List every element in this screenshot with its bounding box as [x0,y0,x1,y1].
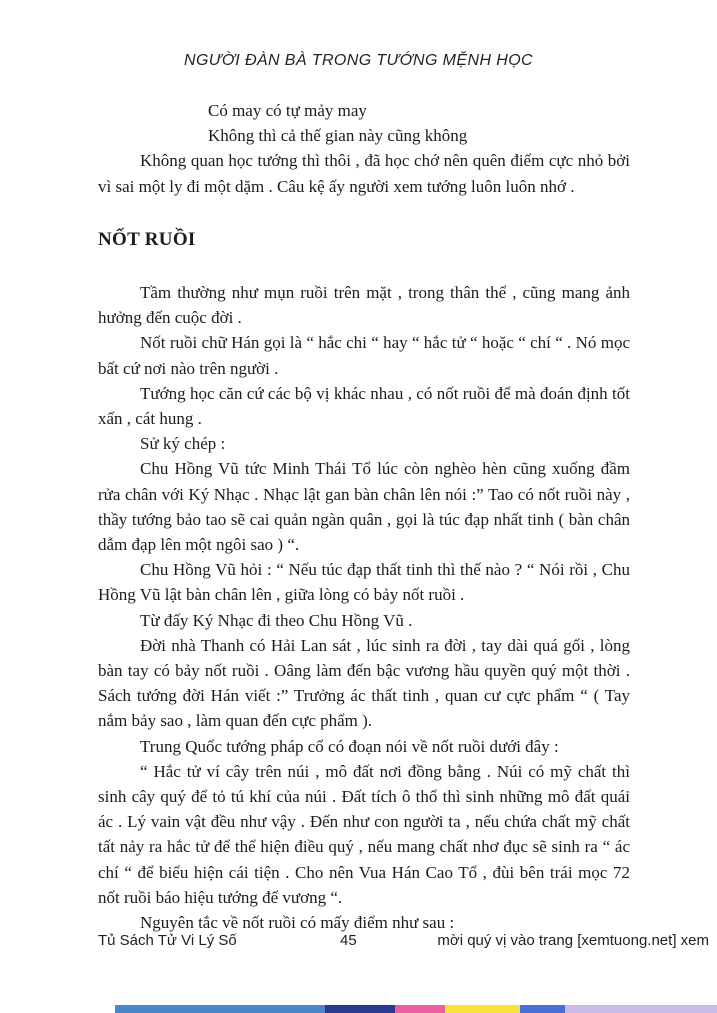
verse-line: Có may có tự mảy may [208,101,367,120]
body-paragraph: Nguyên tắc về nốt ruồi có mấy điểm như sau : [140,913,455,933]
strip-segment [325,1005,395,1013]
section-heading: NỐT RUỒI [98,228,196,250]
strip-segment [395,1005,445,1013]
intro-paragraph: Không quan học tướng thì thôi , đã học chớ nên quên điểm cực nhỏ bởi vì sai một ly đi một dặm . Câu kệ ấy người xem tướng luôn luôn nhớ . [98,151,630,196]
body-paragraph: Tướng học căn cứ các bộ vị khác nhau , có nốt ruồi để mà đoán định tốt xấn , cát hung . [98,383,630,429]
strip-segment [445,1005,520,1013]
body-paragraph: Sử ký chép : [140,434,226,454]
page-footer [0,932,717,954]
body-paragraph: Tầm thường như mụn ruồi trên mặt , trong thân thể , cũng mang ảnh hưởng đến cuộc đời . [98,283,630,328]
footer-site-note: mời quý vị vào trang [xemtuong.net] xem [437,932,709,949]
strip-segment [115,1005,325,1013]
page-title: NGƯỜI ĐÀN BÀ TRONG TƯỚNG MỆNH HỌC [183,52,533,69]
body-paragraph: Từ đấy Ký Nhạc đi theo Chu Hồng Vũ . [140,610,413,630]
body-paragraph: Chu Hồng Vũ hỏi : “ Nếu túc đạp thất tinh thì thế nào ? “ Nói rồi , Chu Hồng Vũ lật bàn chân lên , giữa lòng có bảy nốt ruồi . [98,560,630,605]
footer-page-number: 45 [340,932,357,949]
bottom-color-strip [115,1005,717,1013]
footer-series-title: Tủ Sách Tử Vi Lý Số [98,932,237,949]
body-paragraph: Nốt ruồi chữ Hán gọi là “ hắc chi “ hay “ hắc tử “ hoặc “ chí “ . Nó mọc bất cứ nơi nào trên người . [98,333,630,378]
page-body [98,98,630,935]
body-paragraph: Trung Quốc tướng pháp cổ có đoạn nói về nốt ruồi dưới đây : [140,736,559,756]
body-paragraph: Đời nhà Thanh có Hải Lan sát , lúc sinh ra đời , tay dài quá gối , lòng bàn tay có bảy nốt ruồi . Oâng làm đến bậc vương hầu quyền quý một thời . Sách tướng đời Hán viết :” Trưởng ác thất tinh , quan cư cực phẩm “ ( Tay nắm bảy sao , làm quan đến cực phẩm ). [98,635,630,731]
body-paragraph: “ Hắc tử ví cây trên núi , mô đất nơi đồng bằng . Núi có mỹ chất thì sinh cây quý để tỏ tú khí của núi . Đất tích ô thổ thì sinh những mô đất quái ác . Lý vain vật đều như vậy . Đến như con người ta , nếu chứa chất mỹ chất tất nảy ra hắc tử để thể hiện điều quý , nếu mang chất nhơ đục sẽ sinh ra “ ác chí “ để biểu hiện cái tiện . Cho nên Vua Hán Cao Tổ , đùi bên trái mọc 72 nốt ruồi báo hiệu tướng đế vương “. [98,761,630,907]
strip-segment [565,1005,717,1013]
body-paragraph: Chu Hồng Vũ tức Minh Thái Tổ lúc còn nghèo hèn cũng xuống đầm rửa chân với Ký Nhạc . Nhạc lật gan bàn chân lên nói :” Tao có nốt ruồi này , thầy tướng bảo tao sẽ cai quản ngàn quân , gọi là túc đạp nhất tinh ( bàn chân dẫm đạp lên một ngôi sao ) “. [98,459,630,555]
strip-segment [520,1005,565,1013]
verse-line: Không thì cả thế gian này cũng không [208,126,468,146]
